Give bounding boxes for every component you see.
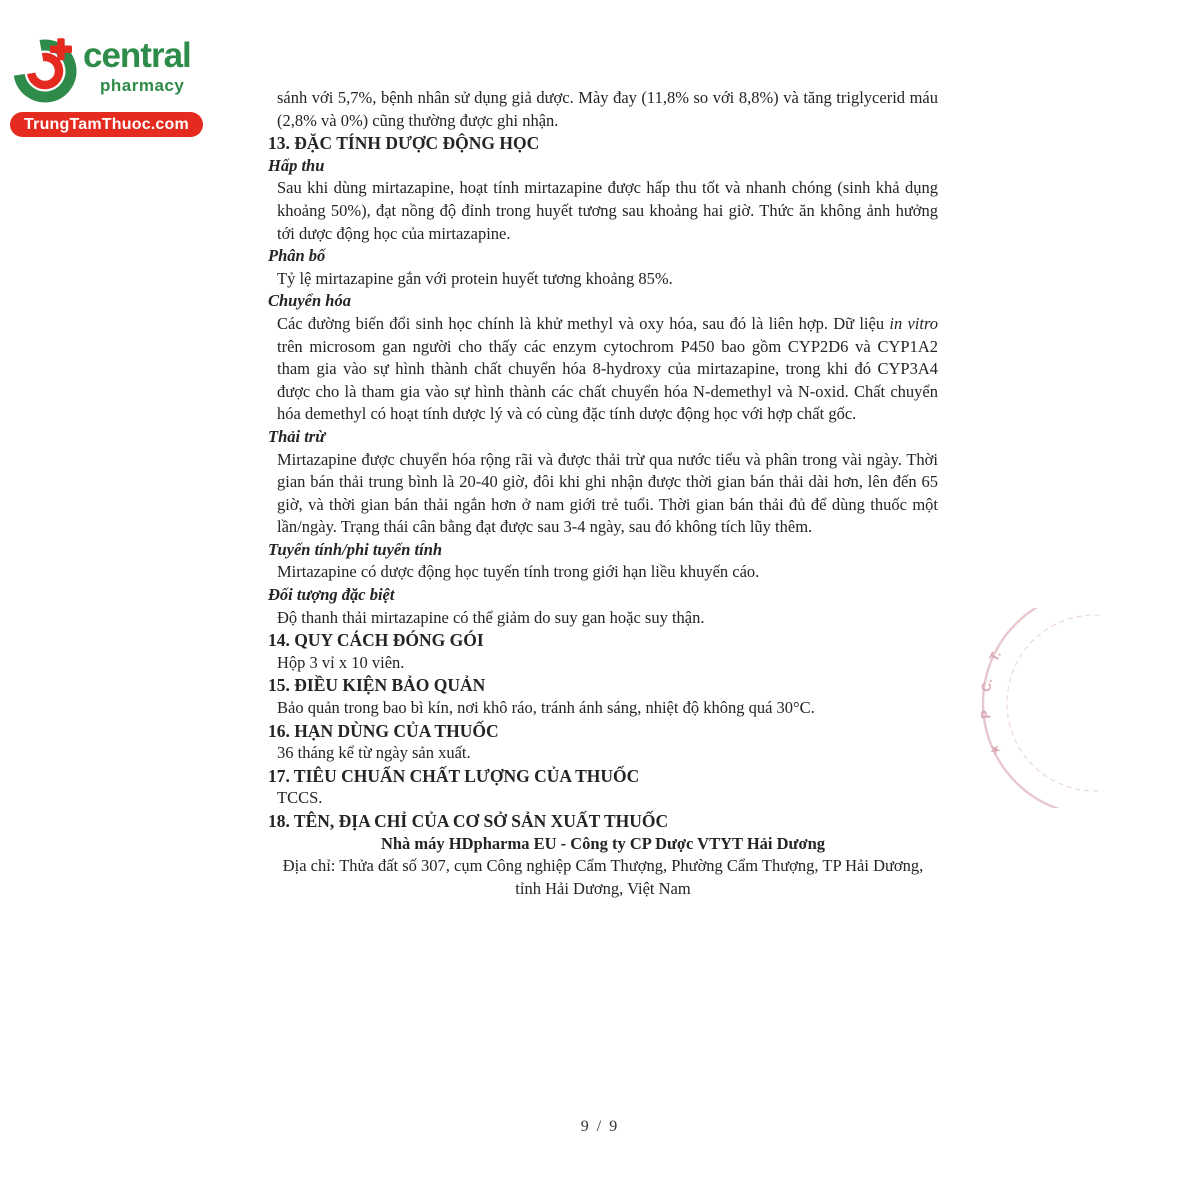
stamp-star-icon: ★ <box>985 741 1005 759</box>
doc-block-p: sánh với 5,7%, bệnh nhân sử dụng giả dược. Mày đay (11,8% so với 8,8%) và tăng triglycerid máu (2,8% và 0%) cũng thường được ghi nhận. <box>277 88 938 130</box>
doc-block-sh: Phân bố <box>268 246 326 266</box>
stamp-letter: T. <box>986 647 1005 664</box>
doc-block-centerbold: Nhà máy HDpharma EU - Công ty CP Dược VTYT Hải Dương <box>380 833 826 853</box>
doc-block-h: 14. QUY CÁCH ĐÓNG GÓI <box>268 630 484 651</box>
stamp-seal <box>933 608 1103 808</box>
doc-block-h: 13. ĐẶC TÍNH DƯỢC ĐỘNG HỌC <box>268 133 540 154</box>
doc-block-h: 16. HẠN DÙNG CỦA THUỐC <box>268 720 499 741</box>
doc-block-h: 18. TÊN, ĐỊA CHỈ CỦA CƠ SỞ SẢN XUẤT THUỐC <box>268 811 669 831</box>
stamp-letter: C. <box>978 677 996 693</box>
page-number: 9 / 9 <box>580 1118 620 1135</box>
doc-block-p: Độ thanh thải mirtazapine có thể giảm do suy gan hoặc suy thận. <box>277 607 705 627</box>
doc-block-sh: Thải trừ <box>268 426 326 446</box>
document-body <box>268 87 938 900</box>
doc-block-p: Tỷ lệ mirtazapine gắn với protein huyết tương khoảng 85%. <box>277 268 673 288</box>
central-pharmacy-logo <box>10 30 220 140</box>
doc-block-p: Sau khi dùng mirtazapine, hoạt tính mirtazapine được hấp thu tốt và nhanh chóng (sinh khả dụng khoảng 50%), đạt nồng độ đỉnh trong huyết tương sau khoảng hai giờ. Thức ăn không ảnh hưởng tới dược động học của mirtazapine. <box>277 178 938 243</box>
doc-block-center: Địa chỉ: Thửa đất số 307, cụm Công nghiệp Cẩm Thượng, Phường Cẩm Thượng, TP Hải Dương, tỉnh Hải Dương, Việt Nam <box>282 856 924 898</box>
logo-brand-text: central <box>83 36 191 75</box>
doc-block-p: Mirtazapine có dược động học tuyến tính trong giới hạn liều khuyến cáo. <box>277 562 760 582</box>
doc-block-p: 36 tháng kể từ ngày sản xuất. <box>277 743 471 763</box>
doc-block-h: 15. ĐIỀU KIỆN BẢO QUẢN <box>268 675 486 696</box>
doc-block-sh: Đối tượng đặc biệt <box>268 585 395 605</box>
doc-block-sh: Tuyến tính/phi tuyến tính <box>268 539 443 559</box>
logo-c-cross-icon <box>13 34 81 104</box>
doc-block-p: Các đường biến đổi sinh học chính là khử methyl và oxy hóa, sau đó là liên hợp. Dữ liệu in vitro trên microsom gan người cho thấy các enzym cytochrom P450 bao gồm CYP2D6 và CYP1A2 tham gia vào sự hình thành chất chuyển hóa 8-hydroxy của mirtazapine, trong khi đó CYP3A4 được cho là tham gia vào sự hình thành các chất chuyển hóa N-demethyl và N-oxid. Chất chuyển hóa demethyl có hoạt tính dược lý và có cùng đặc tính dược động học với hợp chất gốc. <box>277 313 939 424</box>
stamp-letter: P <box>977 709 994 720</box>
doc-block-sh: Chuyển hóa <box>268 291 351 311</box>
doc-block-sh: Hấp thu <box>268 155 325 175</box>
doc-block-p: Hộp 3 vỉ x 10 viên. <box>277 652 405 672</box>
doc-block-p: TCCS. <box>277 788 323 808</box>
doc-block-p: Bảo quản trong bao bì kín, nơi khô ráo, tránh ánh sáng, nhiệt độ không quá 30°C. <box>277 698 815 718</box>
doc-block-p: Mirtazapine được chuyển hóa rộng rãi và được thải trừ qua nước tiểu và phân trong vài ngày. Thời gian bán thải trung bình là 20-40 giờ, đôi khi ghi nhận được thời gian bán thải dài hơn, lên đến 65 giờ, và thời gian bán thải ngắn hơn ở nam giới trẻ tuổi. Thời gian bán thải đủ để dùng thuốc một lần/ngày. Trạng thái cân bằng đạt được sau 3-4 ngày, sau đó không tích lũy thêm. <box>277 449 938 537</box>
doc-block-h: 17. TIÊU CHUẨN CHẤT LƯỢNG CỦA THUỐC <box>268 765 640 786</box>
logo-website-badge: TrungTamThuoc.com <box>10 112 203 137</box>
logo-tagline-text: pharmacy <box>100 76 185 95</box>
